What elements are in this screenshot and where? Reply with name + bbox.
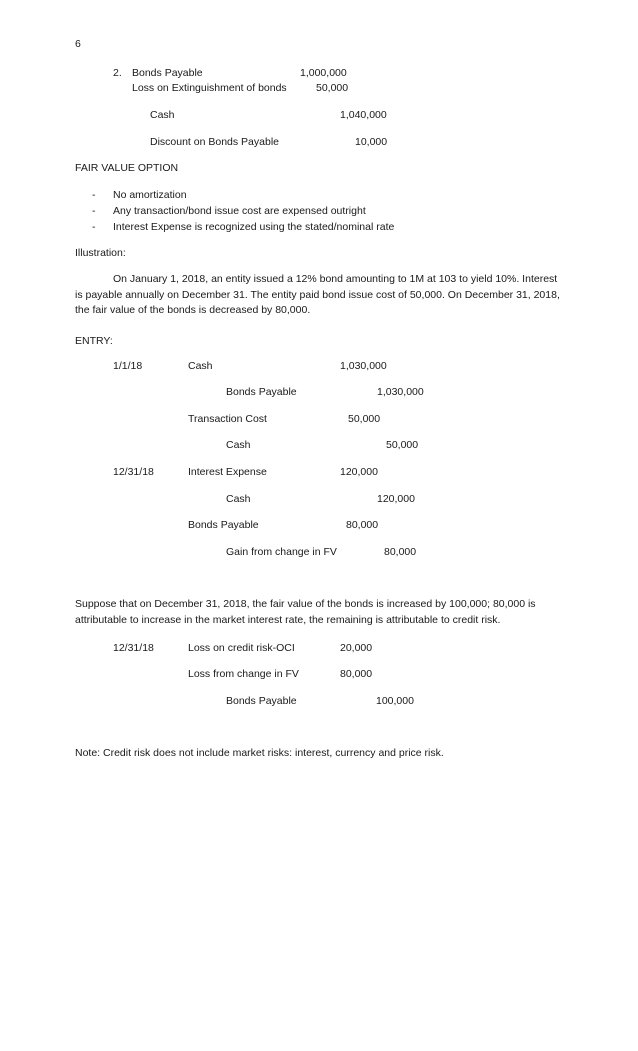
section-heading: FAIR VALUE OPTION — [75, 162, 179, 174]
entry2-debit-amount: 1,000,000 — [300, 67, 347, 79]
entry2-credit-amount: 1,040,000 — [340, 109, 387, 121]
entry-account: Cash — [226, 493, 251, 505]
entry-account: Bonds Payable — [188, 519, 259, 531]
illustration-paragraph: On January 1, 2018, an entity issued a 12% bond amounting to 1M at 103 to yield 10%. Interest is payable annually on December 31. The entity paid bond issue cost of 50,000. On December 31, 2018, the fair value of the bonds is decreased by 80,000. — [75, 273, 560, 316]
entry2-credit-amount: 10,000 — [355, 136, 388, 148]
entry-account: Bonds Payable — [226, 386, 297, 398]
entry-date: 12/31/18 — [113, 642, 154, 654]
entry-account: Cash — [188, 360, 213, 372]
entry2-debit-amount: 50,000 — [316, 82, 349, 94]
entry2-debit-account: Loss on Extinguishment of bonds — [132, 82, 287, 94]
entry2-credit-account: Cash — [150, 109, 175, 121]
entry-account: Loss from change in FV — [188, 668, 299, 680]
bullet-item: Interest Expense is recognized using the stated/nominal rate — [113, 221, 395, 233]
bullet-marker: - — [92, 221, 96, 233]
entry-credit: 80,000 — [384, 546, 417, 558]
entry-account: Cash — [226, 439, 251, 451]
entry-debit: 20,000 — [340, 642, 373, 654]
entry-credit: 50,000 — [386, 439, 419, 451]
entry-account: Gain from change in FV — [226, 546, 337, 558]
entry-debit: 50,000 — [348, 413, 381, 425]
illustration-label: Illustration: — [75, 247, 126, 259]
bullet-item: Any transaction/bond issue cost are expensed outright — [113, 205, 366, 217]
entry-credit: 120,000 — [377, 493, 415, 505]
entry-credit: 100,000 — [376, 695, 414, 707]
entry-account: Bonds Payable — [226, 695, 297, 707]
note-text: Note: Credit risk does not include market risks: interest, currency and price risk. — [75, 747, 444, 759]
entry-date: 12/31/18 — [113, 466, 154, 478]
entry-debit: 80,000 — [340, 668, 373, 680]
bullet-marker: - — [92, 205, 96, 217]
entry-label: ENTRY: — [75, 335, 113, 347]
entry-account: Loss on credit risk-OCI — [188, 642, 295, 654]
entry-account: Interest Expense — [188, 466, 267, 478]
entry-credit: 1,030,000 — [377, 386, 424, 398]
page-number: 6 — [75, 38, 81, 50]
entry-number: 2. — [113, 67, 122, 79]
bullet-marker: - — [92, 189, 96, 201]
bullet-item: No amortization — [113, 189, 187, 201]
entry-debit: 1,030,000 — [340, 360, 387, 372]
entry-debit: 120,000 — [340, 466, 378, 478]
entry-account: Transaction Cost — [188, 413, 267, 425]
entry-date: 1/1/18 — [113, 360, 143, 372]
entry2-debit-account: Bonds Payable — [132, 67, 203, 79]
entry-debit: 80,000 — [346, 519, 379, 531]
entry2-credit-account: Discount on Bonds Payable — [150, 136, 279, 148]
suppose-paragraph: Suppose that on December 31, 2018, the fair value of the bonds is increased by 100,000; 80,000 is attributable to increase in the market interest rate, the remaining is attributable to credit risk. — [75, 598, 536, 626]
